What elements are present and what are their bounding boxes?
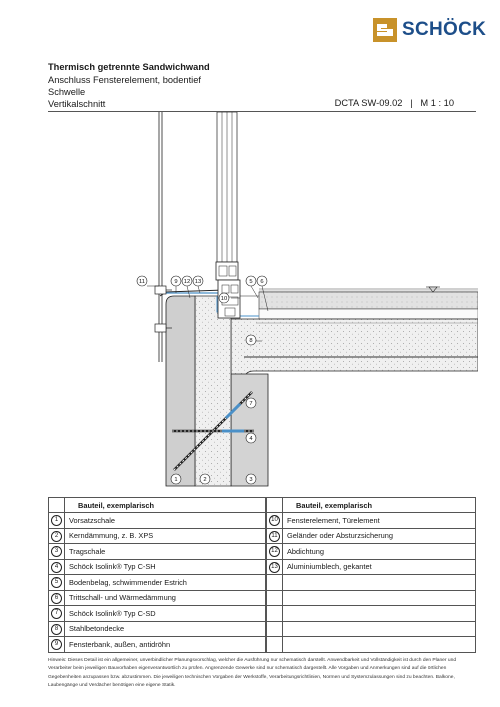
- level-marker-icon: [429, 287, 437, 292]
- brand-name: SCHÖCK: [402, 19, 487, 40]
- page-title: Thermisch getrennte Sandwichwand: [48, 62, 210, 72]
- legend-row: 6 Trittschall- und Wärmedämmung: [49, 590, 266, 606]
- drawing-scale: M 1 : 10: [420, 98, 454, 108]
- callout-2: 2: [203, 477, 207, 483]
- subtitle-section: Vertikalschnitt: [48, 99, 106, 109]
- callout-11: 11: [138, 279, 146, 285]
- callout-7: 7: [249, 401, 253, 407]
- section-drawing: [48, 112, 478, 490]
- callout-5: 5: [249, 279, 253, 285]
- window-frame: [216, 112, 259, 318]
- facing-shell: [166, 296, 195, 486]
- callout-4: 4: [249, 436, 253, 442]
- legend-row: 5 Bodenbelag, schwimmender Estrich: [49, 575, 266, 591]
- legend-row: 13 Aluminiumblech, gekantet: [267, 559, 476, 575]
- legend-row: 1 Vorsatzschale: [49, 513, 266, 529]
- legend-row: 12 Abdichtung: [267, 544, 476, 560]
- floor-covering: [259, 292, 478, 309]
- impact-sound-insulation: [259, 309, 478, 319]
- callout-10: 10: [220, 296, 228, 302]
- callout-9: 9: [174, 279, 178, 285]
- legend-row: 11 Geländer oder Absturzsicherung: [267, 528, 476, 544]
- detail-reference: [335, 98, 454, 108]
- subtitle-threshold: Schwelle: [48, 87, 86, 97]
- legend-row: 2 Kerndämmung, z. B. XPS: [49, 528, 266, 544]
- legend-table-left: [48, 497, 266, 653]
- legend-row-empty: [267, 621, 476, 637]
- legend-row: 7 Schöck Isolink® Typ C-SD: [49, 606, 266, 622]
- subtitle-connection: Anschluss Fensterelement, bodentief: [48, 75, 201, 85]
- detail-code: DCTA SW-09.02: [334, 98, 403, 108]
- callout-1: 1: [174, 477, 178, 483]
- legend-table-right: [266, 497, 476, 653]
- legend-row: 8 Stahlbetondecke: [49, 621, 266, 637]
- legend-row-empty: [267, 606, 476, 622]
- callout-3: 3: [249, 477, 253, 483]
- legend-row: 9 Fensterbank, außen, antidröhn: [49, 637, 266, 653]
- schoeck-logo-mark-icon: [373, 18, 397, 42]
- header-separator: |: [410, 98, 413, 108]
- legend-row: 10 Fensterelement, Türelement: [267, 513, 476, 529]
- legend-row-empty: [267, 637, 476, 653]
- legend-row: 3 Tragschale: [49, 544, 266, 560]
- callout-8: 8: [249, 338, 253, 344]
- callout-6: 6: [260, 279, 264, 285]
- callout-13: 13: [194, 279, 202, 285]
- callout-12: 12: [183, 279, 191, 285]
- legend-row-empty: [267, 590, 476, 606]
- core-insulation: [195, 296, 231, 486]
- disclaimer-footnote: Hinweis: Dieses Detail ist ein allgemeiner, unverbindlicher Planungsvorschlag, welcher die Ausführung nur schematisch darstellt. Anwendbarkeit und Vollständigkeit ist durch den Planer und Verarbeiter beim jeweiligen Bauvorhaben eigenverantwortlich zu prüfen. Angrenzende Gewerke sind nur schematisch dargestellt. Alle Vorgaben und Anmerkungen sind auf die örtlichen Gegebenheiten anzupassen bzw. abzustimmen. Die jeweiligen technischen Vorgaben der Werkstoffe, Verarbeitungsrichtlinien, Normen und Systemzulassungen sind zu beachten. Balkone, Laubengänge und Verdächer benötigen eine eigene Statik.: [48, 658, 457, 688]
- legend-row-empty: [267, 575, 476, 591]
- schoeck-logo: [373, 18, 487, 42]
- legend-row: 4 Schöck Isolink® Typ C-SH: [49, 559, 266, 575]
- legend-right-heading: Bauteil, exemplarisch: [283, 498, 476, 513]
- legend-left-heading: Bauteil, exemplarisch: [65, 498, 266, 513]
